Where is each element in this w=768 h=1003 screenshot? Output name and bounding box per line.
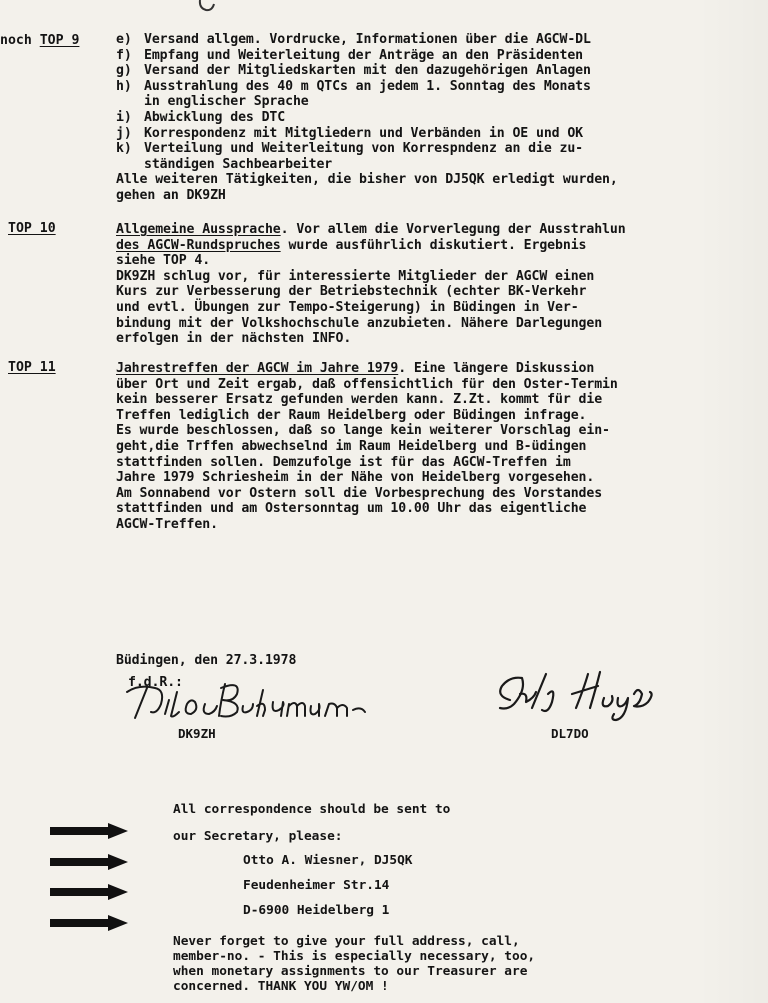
pointer-arrow-icon bbox=[50, 915, 128, 931]
top11-line: stattfinden sollen. Demzufolge ist für das AGCW-Treffen im bbox=[116, 454, 571, 470]
footer-line: member-no. - This is especially necessary, too, bbox=[173, 949, 536, 964]
place-date: Büdingen, den 27.3.1978 bbox=[116, 653, 297, 668]
top9-label bbox=[0, 33, 79, 48]
top11-line: über Ort und Zeit ergab, daß offensichtlich für den Oster-Termin bbox=[116, 376, 618, 392]
top11-line: Es wurde beschlossen, daß so lange kein weiterer Vorschlag ein- bbox=[116, 423, 610, 439]
top10-line: Kurs zur Verbesserung der Betriebstechnik (echter BK-Verkehr bbox=[116, 284, 587, 300]
signatory-left-call: DK9ZH bbox=[178, 726, 216, 741]
top9-items bbox=[116, 32, 618, 204]
top10-line: des AGCW-Rundspruches wurde ausführlich diskutiert. Ergebnis bbox=[116, 237, 587, 253]
hole-punch-mark-icon bbox=[196, 0, 216, 12]
list-item: e) Versand allgem. Vordrucke, Informationen über die AGCW-DL bbox=[116, 32, 591, 47]
footer-line: concerned. THANK YOU YW/OM ! bbox=[173, 979, 389, 994]
top10-line: und evtl. Übungen zur Tempo-Steigerung) in Büdingen in Ver- bbox=[116, 299, 579, 315]
top10-body bbox=[116, 222, 626, 347]
top10-line: erfolgen in der nächsten INFO. bbox=[116, 331, 352, 347]
top11-body bbox=[116, 361, 618, 533]
fdr-label: f.d.R.: bbox=[128, 675, 183, 690]
closing-line: gehen an DK9ZH bbox=[116, 187, 226, 203]
show-through-shade bbox=[698, 0, 768, 1003]
list-item: k) Verteilung und Weiterleitung von Korrespndenz an die zu- bbox=[116, 141, 584, 157]
top10-line: siehe TOP 4. bbox=[116, 253, 211, 269]
continuation-prefix: noch bbox=[0, 33, 32, 48]
top10-heading-line: Allgemeine Aussprache. Vor allem die Vorverlegung der Ausstrahlun bbox=[116, 222, 626, 237]
list-item: g) Versand der Mitgliedskarten mit den dazugehörigen Anlagen bbox=[116, 63, 591, 79]
top11-label: TOP 11 bbox=[8, 360, 56, 375]
top11-heading-line: Jahrestreffen der AGCW im Jahre 1979. Eine längere Diskussion bbox=[116, 361, 595, 376]
correspondence-line: All correspondence should be sent to bbox=[173, 802, 451, 817]
signature-dk9zh-icon bbox=[125, 670, 370, 722]
signature-dl7do-icon bbox=[492, 664, 662, 724]
address-line: Feudenheimer Str.14 bbox=[243, 878, 390, 893]
correspondence-line: our Secretary, please: bbox=[173, 829, 343, 844]
list-item: i) Abwicklung des DTC bbox=[116, 109, 286, 125]
list-item: j) Korrespondenz mit Mitgliedern und Verbänden in OE und OK bbox=[116, 125, 584, 141]
top11-line: Jahre 1979 Schriesheim in der Nähe von Heidelberg vorgesehen. bbox=[116, 470, 595, 486]
top9-number: TOP 9 bbox=[39, 33, 80, 48]
signatory-right-call: DL7DO bbox=[551, 726, 589, 741]
top10-heading: Allgemeine Aussprache bbox=[116, 222, 281, 237]
pointer-arrow-icon bbox=[50, 823, 128, 839]
address-line: Otto A. Wiesner, DJ5QK bbox=[243, 853, 413, 868]
list-item-continuation: ständigen Sachbearbeiter bbox=[144, 156, 333, 172]
closing-line: Alle weiteren Tätigkeiten, die bisher von DJ5QK erledigt wurden, bbox=[116, 172, 618, 188]
top11-line: Treffen lediglich der Raum Heidelberg oder Büdingen infrage. bbox=[116, 407, 587, 423]
top10-label: TOP 10 bbox=[8, 221, 56, 236]
list-item: h) Ausstrahlung des 40 m QTCs an jedem 1. Sonntag des Monats bbox=[116, 78, 591, 94]
address-line: D-6900 Heidelberg 1 bbox=[243, 903, 390, 918]
top10-line: DK9ZH schlug vor, für interessierte Mitglieder der AGCW einen bbox=[116, 268, 595, 284]
top11-line: stattfinden und am Ostersonntag um 10.00 Uhr das eigentliche bbox=[116, 501, 587, 517]
top11-line: geht,die Trffen abwechselnd im Raum Heidelberg und B-üdingen bbox=[116, 438, 587, 454]
pointer-arrow-icon bbox=[50, 854, 128, 870]
top11-line: Am Sonnabend vor Ostern soll die Vorbesprechung des Vorstandes bbox=[116, 485, 603, 501]
list-item-continuation: in englischer Sprache bbox=[144, 94, 309, 110]
footer-line: when monetary assignments to our Treasurer are bbox=[173, 964, 528, 979]
top11-heading: Jahrestreffen der AGCW im Jahre 1979 bbox=[116, 361, 399, 376]
top10-line: bindung mit der Volkshochschule anzubieten. Nähere Darlegungen bbox=[116, 315, 603, 331]
top11-line: kein besserer Ersatz gefunden werden kann. Z.Zt. kommt für die bbox=[116, 392, 603, 408]
list-item: f) Empfang und Weiterleitung der Anträge an den Präsidenten bbox=[116, 47, 584, 63]
top11-line: AGCW-Treffen. bbox=[116, 516, 218, 532]
pointer-arrow-icon bbox=[50, 884, 128, 900]
footer-line: Never forget to give your full address, call, bbox=[173, 934, 520, 949]
